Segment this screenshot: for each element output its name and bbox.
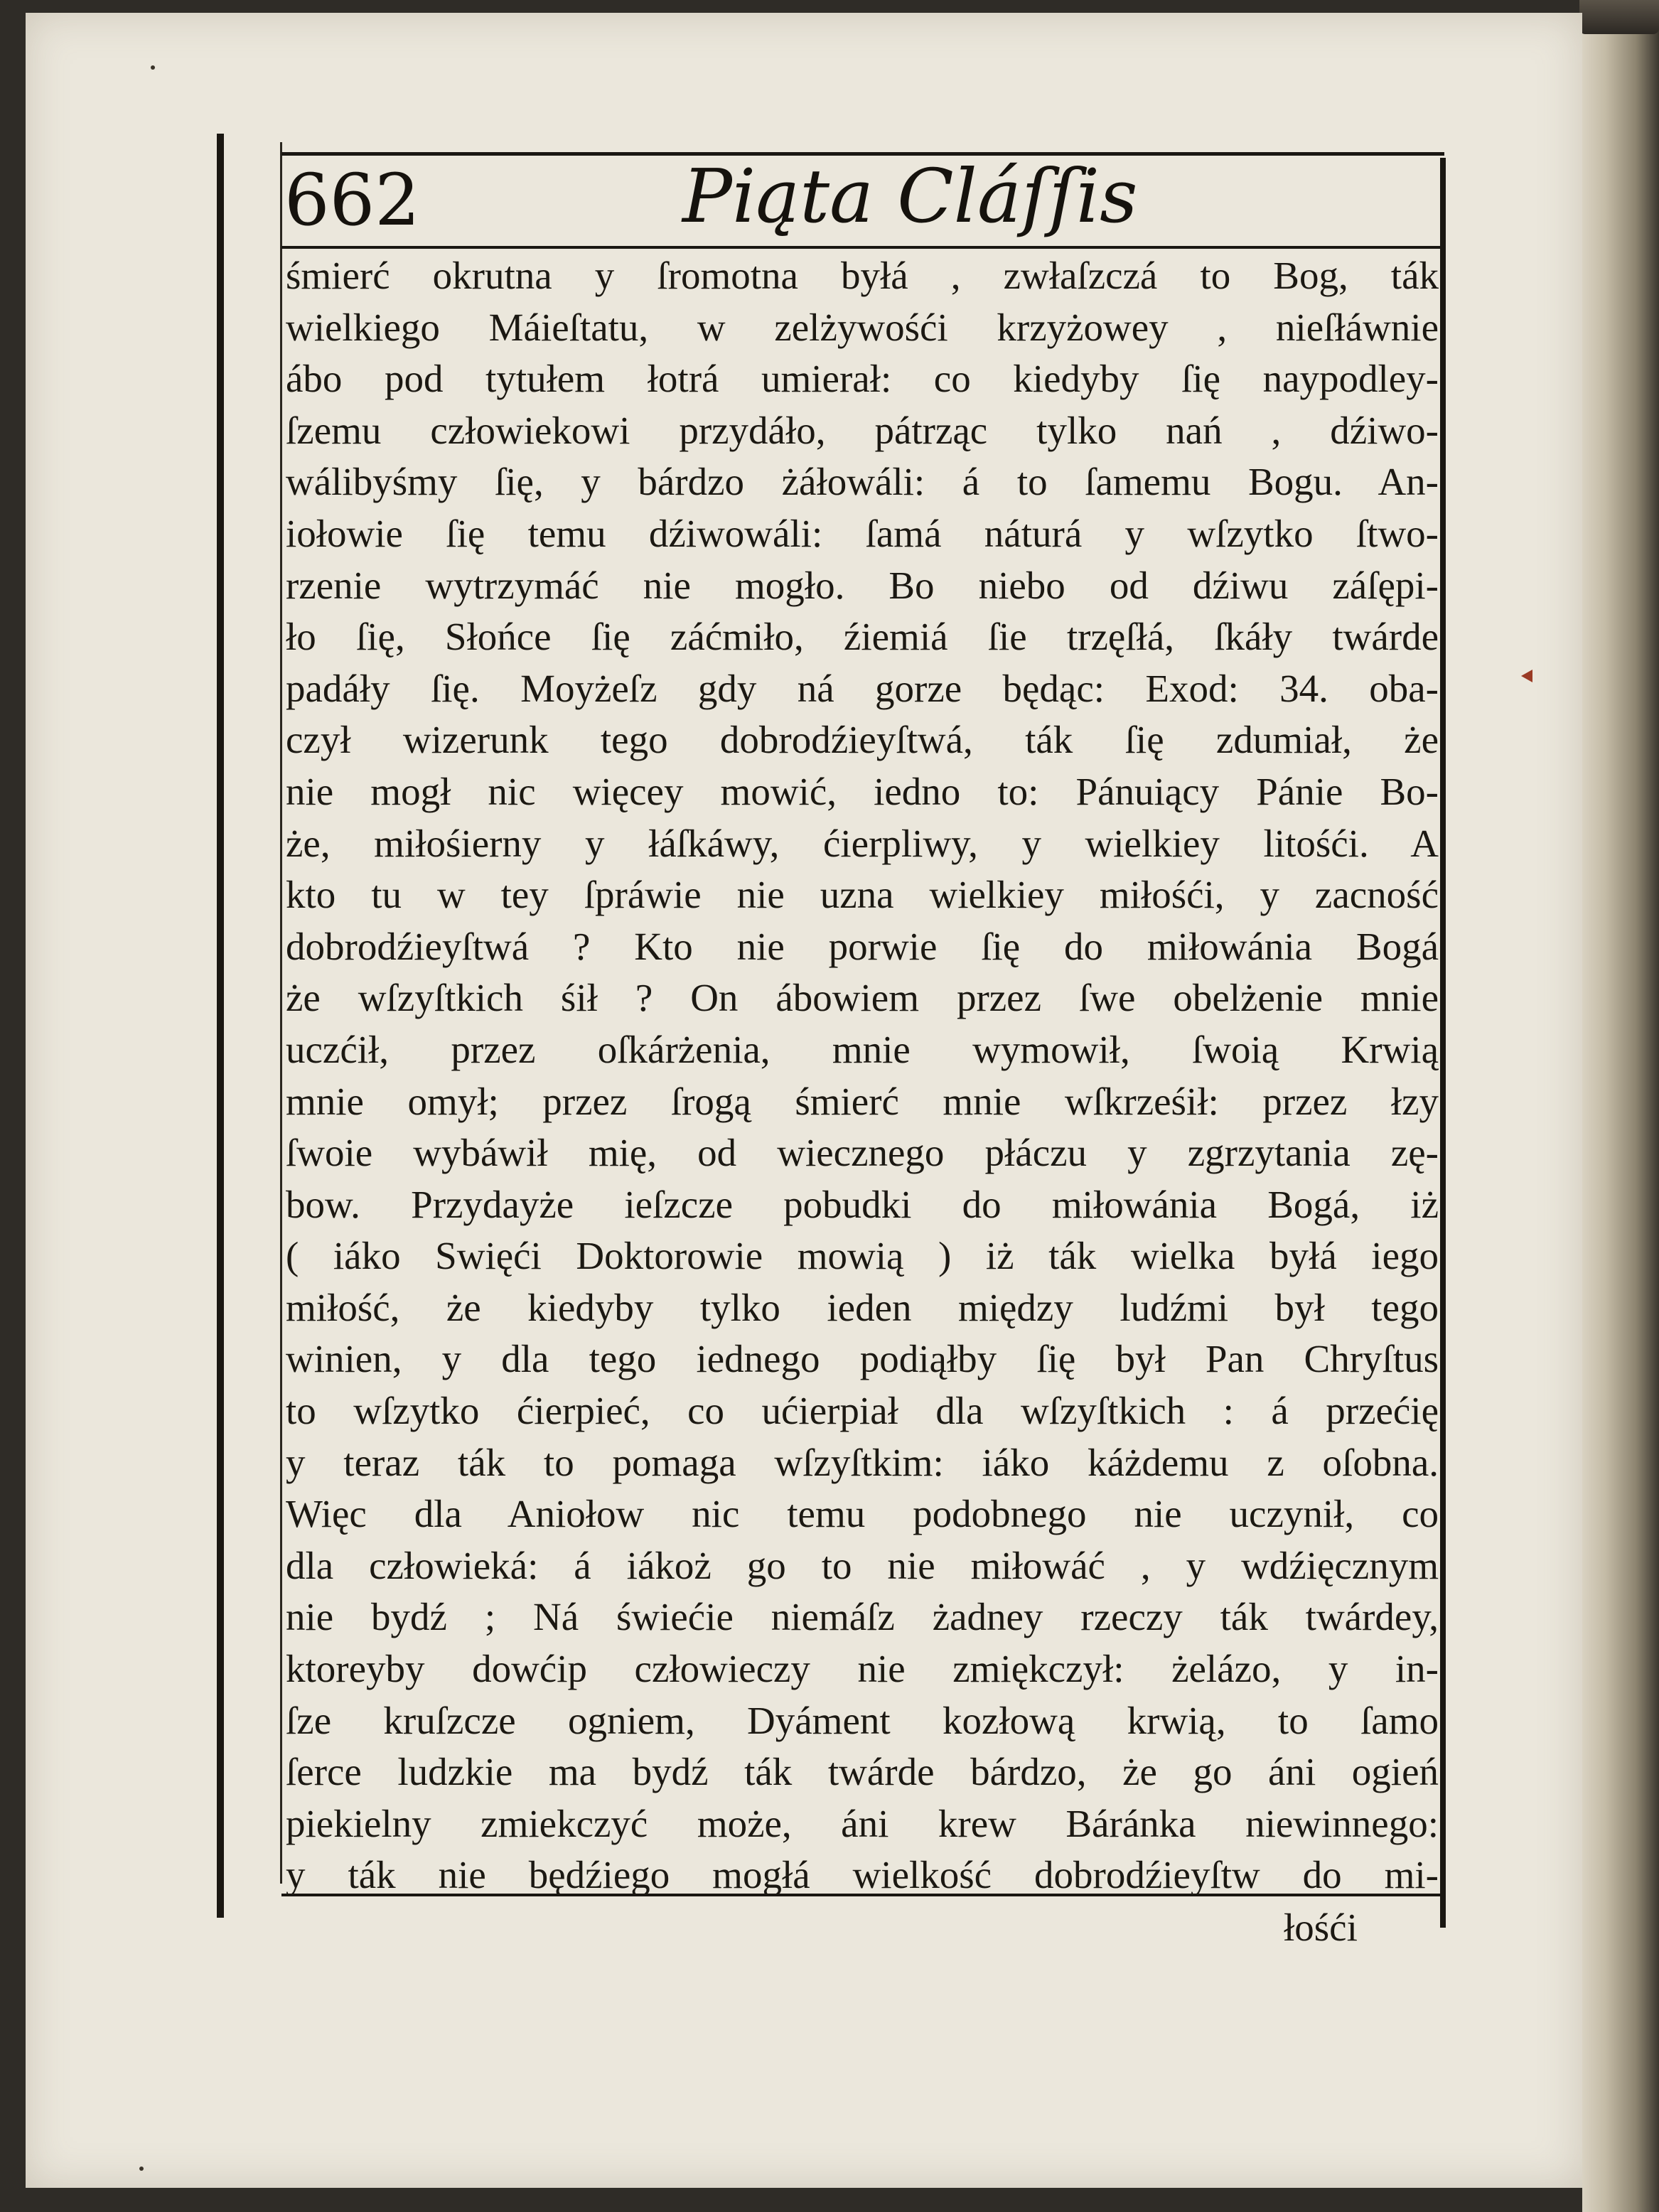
text-line: padáły ſię. Moyżeſz gdy ná gorze będąc: Exod: 34. oba- (286, 666, 1439, 710)
text-line: dobrodźieyſtwá ? Kto nie porwie ſię do miłowánia Bogá (286, 924, 1439, 968)
text-line: y teraz ták to pomaga wſzyſtkim: iáko káżdemu z oſobna. (286, 1440, 1439, 1484)
text-line: nie mogł nic więcey mowić, iedno to: Pánuiący Pánie Bo- (286, 769, 1439, 813)
text-line: wálibyśmy ſię, y bárdzo żáłowáli: á to ſamemu Bogu. An- (286, 460, 1439, 504)
text-line: Więc dla Aniołow nic temu podobnego nie uczynił, co (286, 1492, 1439, 1536)
text-line: dla człowieká: á iákoż go to nie miłowáć , y wdźięcznym (286, 1543, 1439, 1587)
frame-rule-left (217, 134, 224, 1918)
text-line: iołowie ſię temu dźiwowáli: ſamá náturá y wſzytko ſtwo- (286, 511, 1439, 555)
text-line: że, miłośierny y łáſkáwy, ćierpliwy, y wielkiey litośći. A (286, 821, 1439, 865)
text-line: ſerce ludzkie ma bydź ták twárde bárdzo, że go áni ogień (286, 1750, 1439, 1794)
text-line: nie bydź ; Ná świećie niemáſz żadney rzeczy ták twárdey, (286, 1595, 1439, 1639)
text-line: to wſzytko ćierpieć, co ućierpiał dla wſzyſtkich : á przećię (286, 1389, 1439, 1433)
text-line: że wſzyſtkich śił ? On ábowiem przez ſwe obelżenie mnie (286, 976, 1439, 1020)
text-line: ſzemu człowiekowi przydáło, pátrząc tylko nań , dźiwo- (286, 408, 1439, 452)
text-line: piekielny zmiekczyć może, áni krew Báránka niewinnego: (286, 1801, 1439, 1845)
book-gutter (1582, 0, 1659, 2212)
frame-rule-inner-left (280, 142, 282, 1884)
paper-speck (139, 2167, 144, 2171)
text-line: ło ſię, Słońce ſię záćmiło, źiemiá ſie trzęſłá, ſkáły twárde (286, 615, 1439, 659)
frame-rule-right (1440, 158, 1446, 1928)
text-line: bow. Przydayże ieſzcze pobudki do miłowánia Bogá, iż (286, 1182, 1439, 1226)
page-number: 662 (284, 159, 420, 242)
paper-speck (151, 65, 155, 70)
catchword: łośći (1284, 1906, 1358, 1949)
body-text (286, 250, 1439, 1901)
text-line: wielkiego Máieſtatu, w zelżywośći krzyżowey , nieſłáwnie (286, 305, 1439, 349)
text-line: kto tu w tey ſpráwie nie uzna wielkiey miłośći, y zacność (286, 873, 1439, 917)
text-line: mnie omył; przez ſrogą śmierć mnie wſkrześił: przez łzy (286, 1079, 1439, 1123)
text-line: ſze kruſzcze ogniem, Dyáment kozłową krwią, to ſamo (286, 1698, 1439, 1742)
text-line: czył wizerunk tego dobrodźieyſtwá, ták ſię zdumiał, że (286, 718, 1439, 762)
text-line: ktoreyby dowćip człowieczy nie zmiękczył: żelázo, y in- (286, 1647, 1439, 1691)
text-line: y ták nie będźiego mogłá wielkość dobrodźieyſtw do mi- (286, 1853, 1439, 1897)
text-line: ſwoie wybáwił mię, od wiecznego płáczu y zgrzytania zę- (286, 1131, 1439, 1175)
text-line: miłość, że kiedyby tylko ieden między ludźmi był tego (286, 1285, 1439, 1329)
margin-mark (1521, 670, 1532, 682)
book-clasp (1579, 0, 1659, 34)
text-line: rzenie wytrzymáć nie mogło. Bo niebo od dźiwu záſępi- (286, 563, 1439, 607)
text-line: ábo pod tytułem łotrá umierał: co kiedyby ſię naypodley- (286, 357, 1439, 401)
header-rule (281, 246, 1444, 249)
running-head: Piąta Cláſſis (682, 153, 1138, 240)
text-line: ( iáko Swięći Doktorowie mowią ) iż ták wielka byłá iego (286, 1234, 1439, 1278)
text-line: uczćił, przez oſkárżenia, mnie wymowił, ſwoią Krwią (286, 1027, 1439, 1071)
text-line: śmierć okrutna y ſromotna byłá , zwłaſzczá to Bog, ták (286, 254, 1439, 297)
text-line: winien, y dla tego iednego podiąłby ſię był Pan Chryſtus (286, 1337, 1439, 1381)
